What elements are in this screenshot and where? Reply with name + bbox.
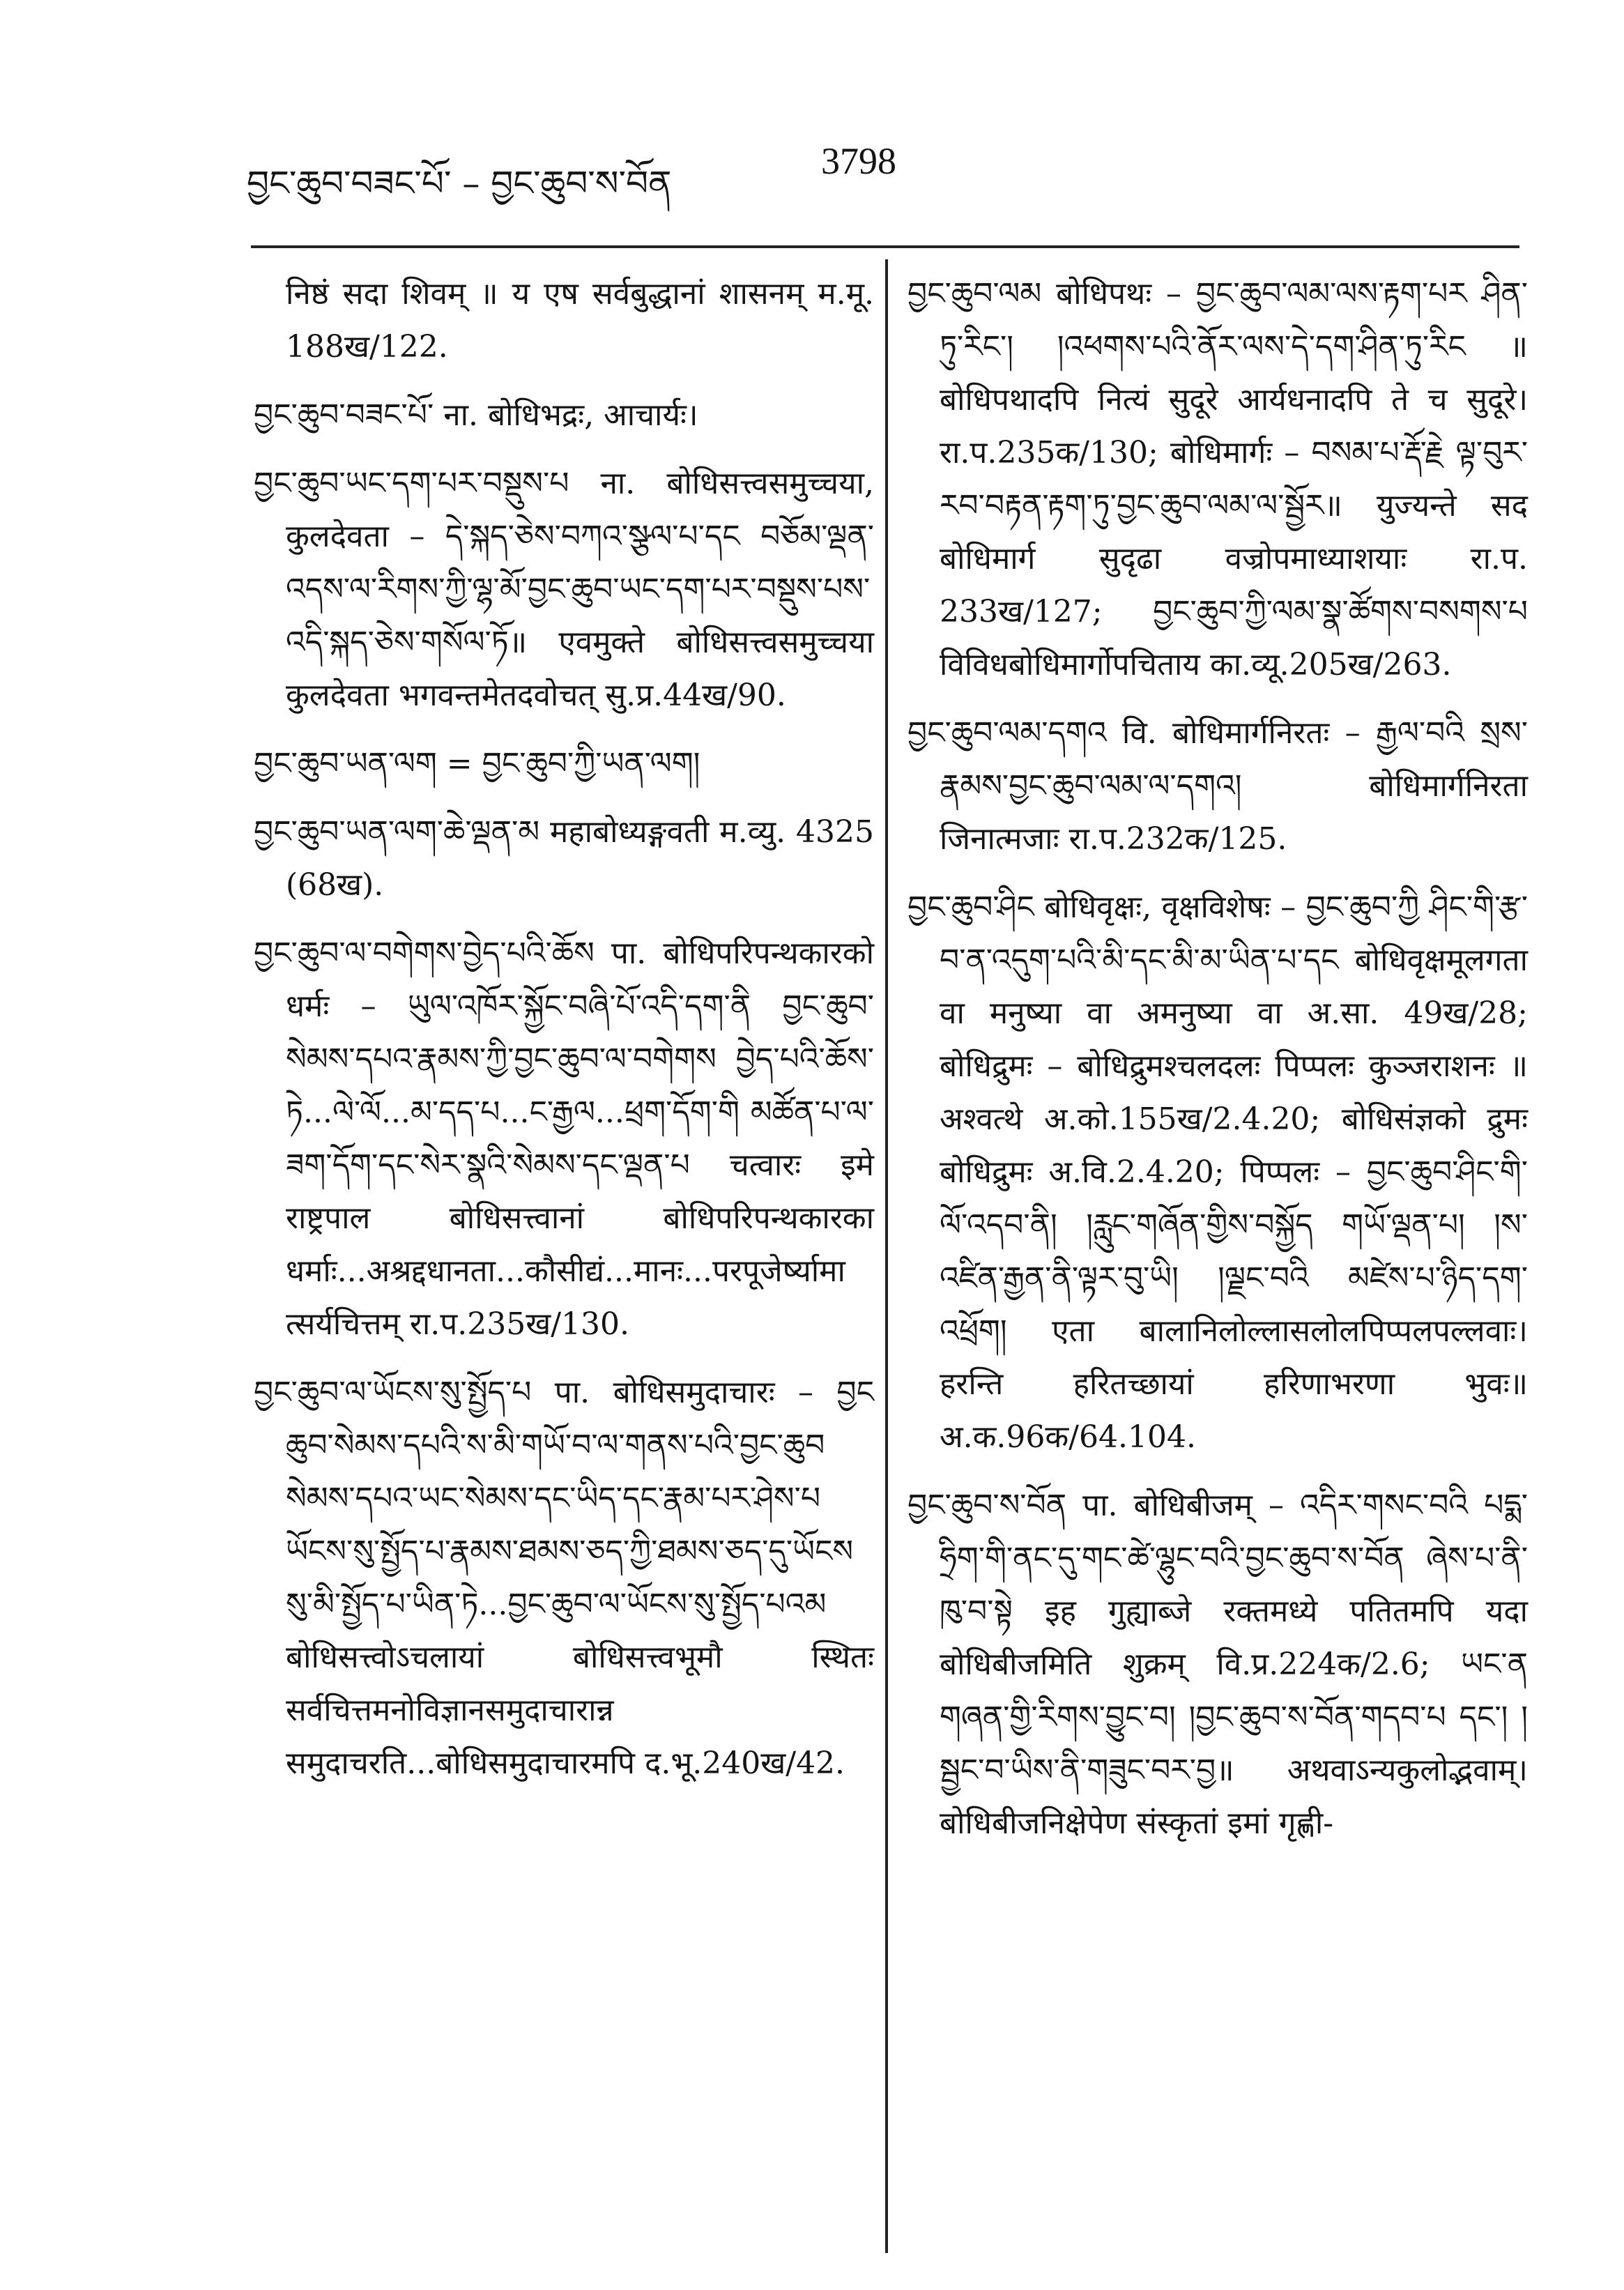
dictionary-entry: བྱང་ཆུབ་བཟང་པོ་ ना. बोधिभद्रः, आचार्यः।: [254, 397, 698, 433]
dictionary-entry: བྱང་ཆུབ་ཡང་དག་པར་བསྡུས་པ ना. बोधिसत्त्वसमुच्चया, कुलदेवता – དེ་སྐད་ཅེས་བཀའ་སྩལ་པ་དང བཅོམ་ལྡན་འདས་ལ་རིགས་ཀྱི་ལྷ་མོ་བྱང་ཆུབ་ཡང་དག་པར་བསྡུས་པས་འདི་སྐད་ཅེས་གསོལ་ཏོ॥ एवमुक्ते बोधिसत्त्वसमुच्चया कुलदेवता भगवन्तमेतदवोचत् सु.प्र.44ख/90.: [254, 466, 874, 713]
entry-continuation: निष्ठं सदा शिवम् ॥ य एष सर्वबुद्धानां शासनम् म.मू. 188ख/122.: [286, 276, 874, 365]
dictionary-entry: བྱང་ཆུབ་ཡན་ལག = བྱང་ཆུབ་ཀྱི་ཡན་ལག།: [254, 746, 700, 781]
dictionary-entry: བྱང་ཆུབ་ལམ बोधिपथः – བྱང་ཆུབ་ལམ་ལས་རྟག་པར ཤིན་ཏུ་རིང་། །འཕགས་པའི་ནོར་ལས་དེ་དག་ཤིན་ཏུ་རིང ॥ बोधिपथादपि नित्यं सुदूरे आर्यधनादपि ते च सुदूरे। रा.प.235क/130; बोधिमार्गः – བསམ་པ་རྡོ་རྗེ ལྟ་བུར་རབ་བརྟན་རྟག་ཏུ་བྱང་ཆུབ་ལམ་ལ་སྦྱོར॥ युज्यन्ते सद बोधिमार्ग सुदृढा वज्रोपमाध्याशयाः रा.प. 233ख/127; བྱང་ཆུབ་ཀྱི་ལམ་སྣ་ཚོགས་བསགས་པ विविधबोधिमार्गोपचिताय का.व्यू.205ख/263.: [907, 276, 1528, 682]
header-rule: [251, 245, 1519, 248]
right-column: [907, 268, 1528, 1865]
dictionary-entry: བྱང་ཆུབ་ཤིང बोधिवृक्षः, वृक्षविशेषः – བྱང་ཆུབ་ཀྱི ཤིང་གི་རྩ་བ་ན་འདུག་པའི་མི་དང་མི་མ་ཡིན་པ་དང बोधिवृक्षमूलगता वा मनुष्या वा अमनुष्या वा अ.सा. 49ख/28; बोधिद्रुमः – बोधिद्रुमश्चलदलः पिप्पलः कुञ्जराशनः ॥ अश्वत्थे अ.को.155ख/2.4.20; बोधिसंज्ञको द्रुमः बोधिद्रुमः अ.वि.2.4.20; पिप्पलः – བྱང་ཆུབ་ཤིང་གི་ལོ་འདབ་ནི། །རླུང་གཞོན་གྱིས་བསྐྱོད གཡོ་ལྡན་པ། །ས་འཛིན་རྒྱན་ནི་ལྟར་བུ་ཡི། །ལྗང་བའི མཛེས་པ་ཉིད་དག་འཕྲོག། एता बालानिलोल्लासलोलपिप्पलपल्लवाः। हरन्ति हरितच्छायां हरिणाभरणा भुवः॥ अ.क.96क/64.104.: [907, 890, 1528, 1455]
dictionary-entry: བྱང་ཆུབ་ལམ་དགའ वि. बोधिमार्गनिरतः – རྒྱལ་བའི སྲས་རྣམས་བྱང་ཆུབ་ལམ་ལ་དགའ། बोधिमार्गनिरता जिनात्मजाः रा.प.232क/125.: [907, 715, 1528, 857]
dictionary-entry: བྱང་ཆུབ་ཡན་ལག་ཆེ་ལྡན་མ महाबोध्यङ्गवती म.व्यु. 4325 (68ख).: [254, 814, 874, 903]
dictionary-entry: བྱང་ཆུབ་ལ་ཡོངས་སུ་སྤྱོད་པ पा. बोधिसमुदाचारः – བྱང ཆུབ་སེམས་དཔའི་ས་མི་གཡོ་བ་ལ་གནས་པའི་བྱང་ཆུབ སེམས་དཔའ་ཡང་སེམས་དང་ཡིད་དང་རྣམ་པར་ཤེས་པ ཡོངས་སུ་སྤྱོད་པ་རྣམས་ཐམས་ཅད་ཀྱི་ཐམས་ཅད་དུ་ཡོངས སུ་མི་སྤྱོད་པ་ཡིན་ཏེ...བྱང་ཆུབ་ལ་ཡོངས་སུ་སྤྱོད་པའམ बोधिसत्त्वोऽचलायां बोधिसत्त्वभूमौ स्थितः सर्वचित्तमनोविज्ञानसमुदाचारान्न समुदाचरति...बोधिसमुदाचारमपि द.भू.240ख/42.: [254, 1375, 874, 1781]
running-head: བྱང་ཆུབ་བཟང་པོ་ – བྱང་ཆུབ་ས་བོན: [247, 163, 672, 204]
dictionary-entry: བྱང་ཆུབ་ལ་བགེགས་བྱེད་པའི་ཆོས पा. बोधिपरिपन्थकारको धर्मः – ཡུལ་འཁོར་སྐྱོང་བཞི་པོ་འདི་དག་ནི བྱང་ཆུབ་སེམས་དཔའ་རྣམས་ཀྱི་བྱང་ཆུབ་ལ་བགེགས བྱེད་པའི་ཆོས་ཏེ...ལེ་ལོ...མ་དད་པ...ང་རྒྱལ...ཕྲག་དོག་གི མཚོན་པ་ལ་ཟག་དོག་དང་སེར་སྣའི་སེམས་དང་ལྡན་པ चत्वारः इमे राष्ट्रपाल बोधिसत्त्वानां बोधिपरिपन्थकारका धर्माः...अश्रद्दधानता...कौसीद्यं...मानः...परपूजेर्ष्यामात्सर्यचित्तम् रा.प.235ख/130.: [254, 936, 874, 1342]
left-column: [254, 268, 874, 1806]
column-divider: [885, 259, 888, 2253]
dictionary-entry: བྱང་ཆུབ་ས་བོན पा. बोधिबीजम् – འདིར་གསང་བའི པདྨ་ཧྲིག་གི་ནང་དུ་གང་ཚེ་ལྷུང་བའི་བྱང་ཆུབ་ས་བོན ཞེས་པ་ནི་ཁུ་བ་སྟེ इह गुह्याब्जे रक्तमध्ये पतितमपि यदा बोधिबीजमिति शुक्रम् वि.प्र.224क/2.6; ཡང་ན གཞན་གྱི་རིགས་བྱུང་བ། །བྱང་ཆུབ་ས་བོན་གདབ་པ དང་། །སྦྱང་བ་ཡིས་ནི་གཟུང་བར་བྱ॥ अथवाऽन्यकुलोद्भवाम्। बोधिबीजनिक्षेपेण संस्कृतां इमां गृह्णी-: [907, 1488, 1528, 1841]
page-number: 3798: [821, 140, 896, 182]
